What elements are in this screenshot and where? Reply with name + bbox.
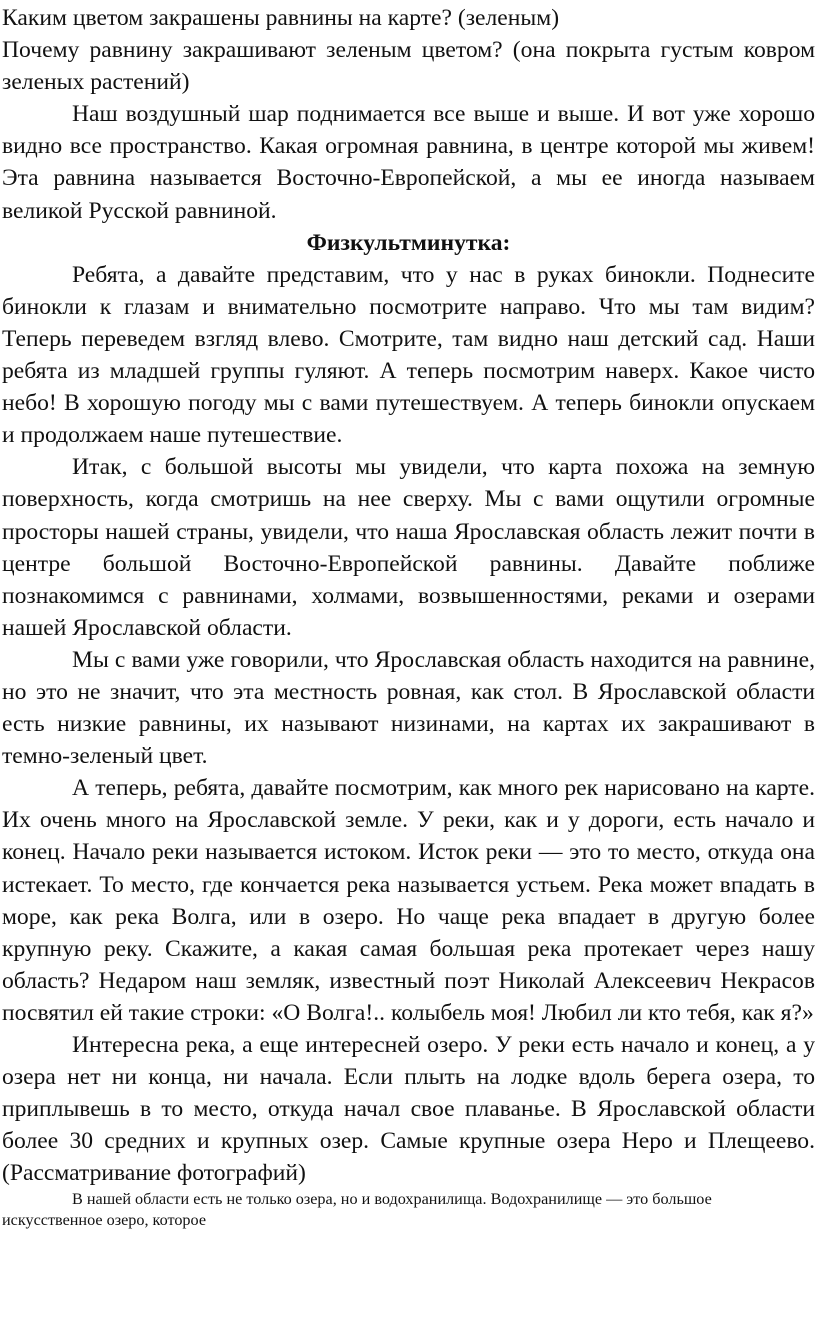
question-line-1: Каким цветом закрашены равнины на карте? (зеленым) xyxy=(2,5,560,31)
paragraph-balloon: Наш воздушный шар поднимается все выше и выше. И вот уже хорошо видно все пространство. Какая огромная равнина, в центре которой мы живем! Эта равнина называется Восточно-Европейской, а мы ее иногда называем великой Русской равниной. xyxy=(2,101,815,224)
paragraph-exercise: Ребята, а давайте представим, что у нас в руках бинокли. Поднесите бинокли к глазам и внимательно посмотрите направо. Что мы там видим? Теперь переведем взгляд влево. Смотрите, там видно наш детский сад. Наши ребята из младшей группы гуляют. А теперь посмотрим наверх. Какое чисто небо! В хорошую погоду мы с вами путешествуем. А теперь бинокли опускаем и продолжаем наше путешествие. xyxy=(2,261,815,449)
footnote-text xyxy=(2,1189,815,1231)
section-heading: Физкультминутка: xyxy=(306,229,511,256)
paragraph-lowlands: Мы с вами уже говорили, что Ярославская область находится на равнине, но это не значит, что эта местность ровная, как стол. В Ярославской области есть низкие равнины, их называют низинами, на картах их закрашивают в темно-зеленый цвет. xyxy=(2,646,815,770)
footnote-content: В нашей области есть не только озера, но и водохранилища. Водохранилище — это большое искусственное озеро, которое xyxy=(2,1190,712,1230)
question-line-2: Почему равнину закрашивают зеленым цветом? (она покрыта густым ковром зеленых растений) xyxy=(2,37,815,96)
paragraph-rivers: А теперь, ребята, давайте посмотрим, как много рек нарисовано на карте. Их очень много на Ярославской земле. У реки, как и у дороги, есть начало и конец. Начало реки называется истоком. Исток реки — это то место, откуда она истекает. То место, где кончается река называется устьем. Река может впадать в море, как река Волга, или в озеро. Но чаще река впадает в другую более крупную реку. Скажите, а какая самая большая река протекает через нашу область? Недаром наш земляк, известный поэт Николай Алексеевич Некрасов посвятил ей такие строки: «О Волга!.. колыбель моя! Любил ли кто тебя, как я?» xyxy=(2,775,815,1026)
paragraph-map: Итак, с большой высоты мы увидели, что карта похожа на земную поверхность, когда смотришь на нее сверху. Мы с вами ощутили огромные просторы нашей страны, увидели, что наша Ярославская область лежит почти в центре большой Восточно-Европейской равнины. Давайте поближе познакомимся с равнинами, холмами, возвышенностями, реками и озерами нашей Ярославской области. xyxy=(2,454,815,641)
paragraph-lakes: Интересна река, а еще интересней озеро. У реки есть начало и конец, а у озера нет ни конца, ни начала. Если плыть на лодке вдоль берега озера, то приплывешь в то место, откуда начал свое плаванье. В Ярославской области более 30 средних и крупных озер. Самые крупные озера Неро и Плещеево. (Рассматривание фотографий) xyxy=(2,1032,815,1187)
